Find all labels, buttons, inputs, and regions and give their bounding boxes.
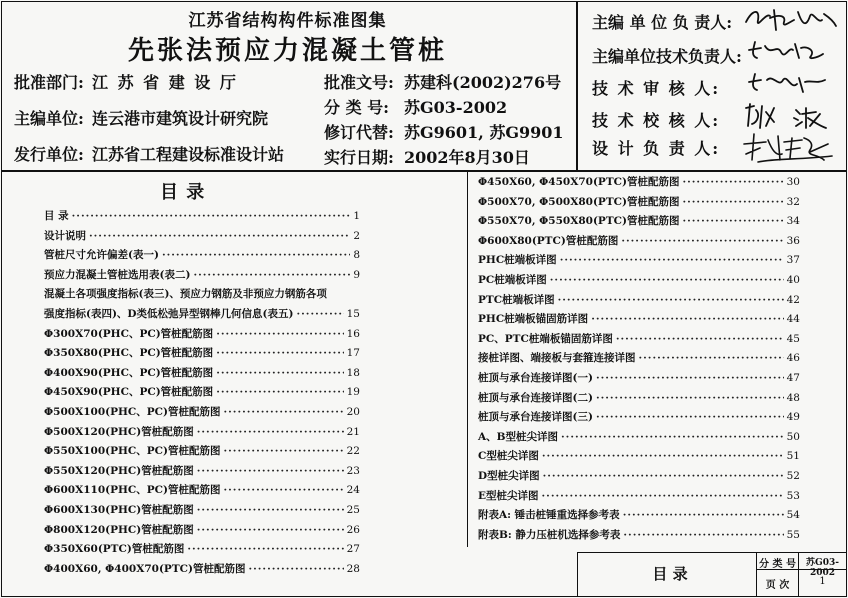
toc-entry[interactable] <box>478 331 800 347</box>
toc-entry-page: 55 <box>786 528 800 541</box>
toc-entry-page: 28 <box>346 562 360 575</box>
revision-label: 修订代替: <box>324 123 394 142</box>
toc-entry[interactable] <box>478 429 800 445</box>
toc-leader-dots <box>248 561 343 577</box>
title-block-page-label: 页 次 <box>765 580 790 591</box>
toc-entry-title: Φ350X60(PTC)管桩配筋图 <box>44 543 185 556</box>
toc-entry[interactable] <box>478 252 800 268</box>
signature-1 <box>740 2 840 36</box>
toc-entry-title: 接桩详图、端接板与套箍连接详图 <box>478 352 636 365</box>
toc-entry-page: 2 <box>353 229 360 242</box>
toc-entry-page: 20 <box>346 406 360 418</box>
class-no: 苏G03-2002 <box>404 98 508 117</box>
signature-4 <box>740 100 835 134</box>
toc-entry-title: 强度指标(表四)、D类低松弛异型钢棒几何信息(表五) <box>44 308 294 320</box>
toc-entry-title: 桩顶与承台连接详图(二) <box>478 391 593 404</box>
toc-entry-title: PHC桩端板锚固筋详图 <box>478 313 589 326</box>
revision: 苏G9601, 苏G9901 <box>404 123 564 142</box>
toc-entry-page: 32 <box>786 195 800 208</box>
toc-leader-dots <box>682 213 783 229</box>
toc-entry[interactable] <box>478 311 800 327</box>
toc-entry-page: 24 <box>346 484 360 497</box>
toc-entry-page: 42 <box>786 293 800 306</box>
toc-entry-title: 设计说明 <box>44 229 86 242</box>
toc-entry[interactable] <box>478 292 800 308</box>
toc-entry-title: 目 录 <box>44 210 69 222</box>
header-divider <box>1 170 847 172</box>
toc-entry-page: 8 <box>353 249 360 262</box>
toc-entry[interactable] <box>44 345 360 361</box>
toc-entry-title: Φ550X120(PHC)管桩配筋图 <box>44 464 194 477</box>
toc-entry-page: 34 <box>786 215 800 228</box>
toc-leader-dots <box>197 424 344 440</box>
toc-entry-page: 48 <box>786 391 800 404</box>
toc-entry-page: 47 <box>786 372 800 384</box>
toc-entry-page: 40 <box>786 274 800 286</box>
toc-vertical-divider <box>467 171 468 547</box>
signature-2 <box>745 36 830 64</box>
toc-entry[interactable] <box>478 448 800 464</box>
toc-entry[interactable] <box>478 390 800 406</box>
toc-entry-title: 桩顶与承台连接详图(三) <box>478 411 593 424</box>
toc-entry-title: D型桩尖详图 <box>478 470 540 482</box>
toc-entry-page: 21 <box>346 425 360 438</box>
approval-doc: 苏建科(2002)276号 <box>404 73 562 92</box>
toc-leader-dots <box>224 404 344 420</box>
toc-leader-dots <box>193 267 350 283</box>
toc-leader-dots <box>542 448 784 464</box>
title-block-name: 目 录 <box>652 565 688 583</box>
class-no-label: 分 类 号: <box>324 98 390 117</box>
toc-entry-page: 18 <box>346 366 360 379</box>
toc-entry[interactable] <box>44 247 360 263</box>
toc-entry-title: Φ450X90(PHC、PC)管桩配筋图 <box>44 386 214 399</box>
toc-entry-page: 50 <box>786 430 800 443</box>
toc-entry-title: PC、PTC桩端板锚固筋详图 <box>478 332 613 345</box>
toc-leader-dots <box>560 252 784 268</box>
toc-entry-page: 27 <box>346 543 360 556</box>
editor-unit-label: 主编单位: <box>14 109 84 128</box>
toc-leader-dots <box>682 174 783 190</box>
toc-entry-page: 53 <box>786 489 800 502</box>
toc-entry[interactable] <box>44 306 360 322</box>
tech-checker-label: 技 术 校 核 人: <box>592 111 721 130</box>
toc-leader-dots <box>543 468 784 484</box>
toc-entry[interactable] <box>478 409 800 425</box>
toc-entry[interactable] <box>44 404 360 420</box>
toc-entry-title: 附表A: 锤击桩锤重选择参考表 <box>478 509 620 522</box>
toc-entry-page: 37 <box>786 254 800 267</box>
toc-leader-dots <box>542 488 784 504</box>
toc-entry[interactable] <box>478 233 800 249</box>
toc-entry-title: 桩顶与承台连接详图(一) <box>478 372 593 384</box>
toc-leader-dots <box>187 541 343 557</box>
toc-entry[interactable] <box>478 488 800 504</box>
toc-entry-page: 9 <box>353 268 360 281</box>
toc-leader-dots <box>216 345 343 361</box>
toc-leader-dots <box>197 522 344 538</box>
toc-entry-page: 36 <box>786 234 800 247</box>
toc-entry-title: Φ400X60, Φ400X70(PTC)管桩配筋图 <box>44 562 246 575</box>
toc-entry-title: PTC桩端板详图 <box>478 293 555 306</box>
toc-entry[interactable] <box>44 482 360 498</box>
toc-entry-title: Φ350X80(PHC、PC)管桩配筋图 <box>44 347 214 360</box>
toc-entry[interactable] <box>44 443 360 459</box>
toc-leader-dots <box>197 463 344 479</box>
title-block-page-value: 1 <box>819 576 826 587</box>
toc-entry-page: 15 <box>346 308 360 320</box>
toc-entry[interactable] <box>478 272 800 288</box>
toc-leader-dots <box>596 370 784 386</box>
toc-entry-page: 16 <box>346 327 360 340</box>
approval-dept-label: 批准部门: <box>14 73 84 92</box>
toc-entry-title: Φ500X70, Φ500X80(PTC)管桩配筋图 <box>478 195 680 208</box>
toc-leader-dots <box>558 292 784 308</box>
toc-entry[interactable] <box>44 424 360 440</box>
editor-unit: 连云港市建筑设计研究院 <box>92 109 269 128</box>
toc-entry[interactable] <box>478 468 800 484</box>
toc-entry[interactable] <box>44 463 360 479</box>
effective-date: 2002年8月30日 <box>404 148 530 167</box>
toc-entry[interactable] <box>478 350 800 366</box>
toc-entry-title: 附表B: 静力压桩机选择参考表 <box>478 528 621 541</box>
toc-leader-dots <box>162 247 350 263</box>
title-block-left-line <box>577 552 578 597</box>
toc-leader-dots <box>596 390 784 406</box>
toc-entry-page: 51 <box>786 450 800 463</box>
toc-leader-dots <box>591 311 783 327</box>
toc-entry-page: 19 <box>346 386 360 399</box>
toc-leader-dots <box>621 233 783 249</box>
toc-entry-title: Φ600X130(PHC)管桩配筋图 <box>44 504 194 516</box>
toc-entry-title: Φ300X70(PHC、PC)管桩配筋图 <box>44 327 214 340</box>
series-title: 江苏省结构构件标准图集 <box>188 11 387 31</box>
toc-entry-page: 46 <box>786 352 800 365</box>
toc-entry-title: E型桩尖详图 <box>478 489 539 502</box>
title-block-class-value: 苏G03-2002 <box>806 558 839 578</box>
toc-entry-title: Φ400X90(PHC、PC)管桩配筋图 <box>44 366 214 379</box>
toc-entry-title: Φ600X80(PTC)管桩配筋图 <box>478 234 619 247</box>
toc-leader-dots <box>224 443 344 459</box>
approval-dept: 江 苏 省 建 设 厅 <box>92 73 238 92</box>
chief-unit-leader-label: 主编 单 位 负 责人: <box>592 13 733 32</box>
signature-5 <box>738 130 838 166</box>
toc-entry[interactable] <box>44 561 360 577</box>
design-leader-label: 设 计 负 责 人: <box>592 139 721 158</box>
toc-entry-title: Φ500X120(PHC)管桩配筋图 <box>44 425 194 438</box>
toc-entry-title: C型桩尖详图 <box>478 450 539 463</box>
toc-entry-title: Φ800X120(PHC)管桩配筋图 <box>44 523 194 536</box>
toc-leader-dots <box>216 365 343 381</box>
toc-entry-page: 49 <box>786 411 800 424</box>
toc-entry-page: 22 <box>346 445 360 458</box>
header-vertical-divider <box>576 1 578 171</box>
toc-entry[interactable] <box>44 365 360 381</box>
toc-entry[interactable] <box>44 522 360 538</box>
title-block-top-line <box>577 552 847 553</box>
approval-doc-label: 批准文号: <box>324 73 394 92</box>
toc-leader-dots <box>682 194 783 210</box>
effective-date-label: 实行日期: <box>324 148 394 167</box>
toc-entry-title: 预应力混凝土管桩选用表(表二) <box>44 268 191 281</box>
toc-entry[interactable] <box>478 370 800 386</box>
toc-leader-dots <box>623 527 783 543</box>
toc-entry[interactable] <box>44 541 360 557</box>
toc-entry[interactable] <box>44 286 360 302</box>
toc-entry[interactable] <box>44 502 360 518</box>
toc-leader-dots <box>89 228 350 244</box>
title-block-class-label: 分 类 号 <box>759 559 796 570</box>
toc-entry-title: PHC桩端板详图 <box>478 254 557 267</box>
toc-entry-page: 54 <box>786 509 800 522</box>
toc-entry[interactable] <box>44 267 360 283</box>
page-title: 先张法预应力混凝土管桩 <box>127 36 447 66</box>
toc-entry[interactable] <box>478 213 800 229</box>
toc-entry-title: 混凝土各项强度指标(表三)、预应力钢筋及非预应力钢筋各项 <box>44 288 327 301</box>
toc-entry[interactable] <box>478 527 800 543</box>
toc-entry-page: 52 <box>786 470 800 482</box>
toc-leader-dots <box>216 326 343 342</box>
toc-leader-dots <box>296 306 343 322</box>
tech-reviewer-label: 技 术 审 核 人: <box>592 79 721 98</box>
toc-entry-page: 26 <box>346 523 360 536</box>
toc-entry[interactable] <box>478 507 800 523</box>
toc-entry-page: 1 <box>353 210 360 222</box>
toc-leader-dots <box>72 208 351 224</box>
toc-entry-title: PC桩端板详图 <box>478 274 547 286</box>
toc-leader-dots <box>561 429 784 445</box>
signature-3 <box>745 68 830 96</box>
toc-entry[interactable] <box>44 208 360 224</box>
toc-entry-title: Φ550X100(PHC、PC)管桩配筋图 <box>44 445 221 458</box>
issuer: 江苏省工程建设标准设计站 <box>92 145 285 164</box>
toc-entry-title: 管桩尺寸允许偏差(表一) <box>44 249 159 262</box>
toc-entry[interactable] <box>44 384 360 400</box>
toc-entry-page: 25 <box>346 504 360 516</box>
toc-leader-dots <box>639 350 784 366</box>
toc-leader-dots <box>623 507 784 523</box>
toc-entry-title: Φ500X100(PHC、PC)管桩配筋图 <box>44 406 221 418</box>
chief-tech-leader-label: 主编单位技术负责人: <box>592 47 742 66</box>
toc-entry[interactable] <box>478 174 800 190</box>
toc-entry-page: 23 <box>346 464 360 477</box>
toc-entry-page: 44 <box>786 313 800 326</box>
toc-entry-title: Φ450X60, Φ450X70(PTC)管桩配筋图 <box>478 176 680 188</box>
toc-leader-dots <box>550 272 784 288</box>
toc-leader-dots <box>616 331 784 347</box>
toc-entry[interactable] <box>478 194 800 210</box>
toc-leader-dots <box>224 482 344 498</box>
toc-leader-dots <box>197 502 344 518</box>
toc-entry-title: Φ600X110(PHC、PC)管桩配筋图 <box>44 484 221 497</box>
toc-leader-dots <box>596 409 784 425</box>
toc-entry-page: 45 <box>786 332 800 345</box>
toc-entry[interactable] <box>44 228 360 244</box>
toc-entry-page: 30 <box>786 176 800 188</box>
toc-entry-page: 17 <box>346 347 360 360</box>
toc-entry-title: Φ550X70, Φ550X80(PTC)管桩配筋图 <box>478 215 680 228</box>
toc-entry[interactable] <box>44 326 360 342</box>
toc-heading: 目 录 <box>160 182 206 203</box>
toc-entry-title: A、B型桩尖详图 <box>478 430 559 443</box>
issuer-label: 发行单位: <box>14 145 84 164</box>
toc-leader-dots <box>216 384 343 400</box>
